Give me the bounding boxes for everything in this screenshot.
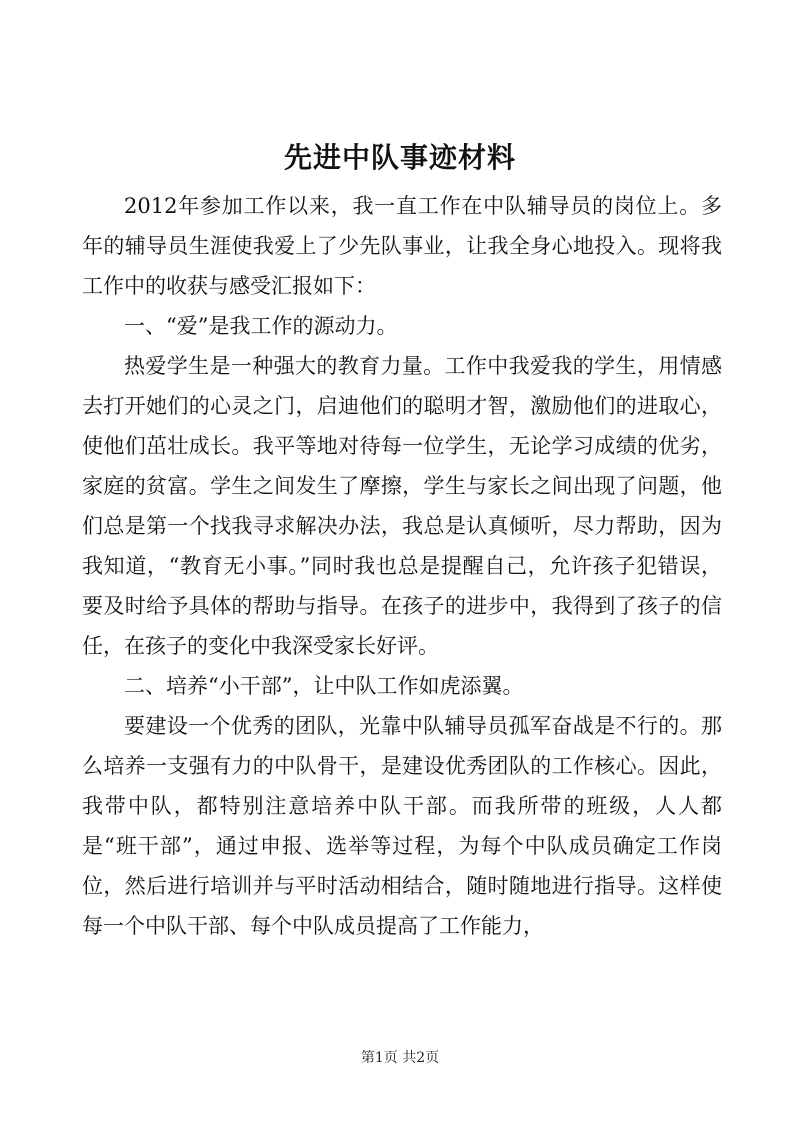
paragraph-intro: 2012年参加工作以来，我一直工作在中队辅导员的岗位上。多年的辅导员生涯使我爱上了少先队事业，让我全身心地投入。现将我工作中的收获与感受汇报如下： bbox=[82, 194, 722, 298]
paragraph-cadres: 要建设一个优秀的团队，光靠中队辅导员孤军奋战是不行的。那么培养一支强有力的中队骨干，是建设优秀团队的工作核心。因此，我带中队，都特别注意培养中队干部。而我所带的班级，人人都是“班干部”，通过申报、选举等过程，为每个中队成员确定工作岗位，然后进行培训并与平时活动相结合，随时随地进行指导。这样使每一个中队干部、每个中队成员提高了工作能力， bbox=[82, 714, 722, 938]
document-title: 先进中队事迹材料 bbox=[283, 141, 516, 174]
section-heading-cadres: 二、培养“小干部”，让中队工作如虎添翼。 bbox=[124, 674, 524, 698]
document-body bbox=[82, 186, 722, 946]
paragraph-love: 热爱学生是一种强大的教育力量。工作中我爱我的学生，用情感去打开她们的心灵之门，启迪他们的聪明才智，激励他们的进取心，使他们茁壮成长。我平等地对待每一位学生，无论学习成绩的优劣，家庭的贫富。学生之间发生了摩擦，学生与家长之间出现了问题，他们总是第一个找我寻求解决办法，我总是认真倾听，尽力帮助，因为我知道，“教育无小事。”同时我也总是提醒自己，允许孩子犯错误，要及时给予具体的帮助与指导。在孩子的进步中，我得到了孩子的信任，在孩子的变化中我深受家长好评。 bbox=[82, 354, 722, 658]
page-footer: 第1页 共2页 bbox=[360, 1050, 440, 1066]
section-heading-love: 一、“爱”是我工作的源动力。 bbox=[124, 314, 398, 338]
